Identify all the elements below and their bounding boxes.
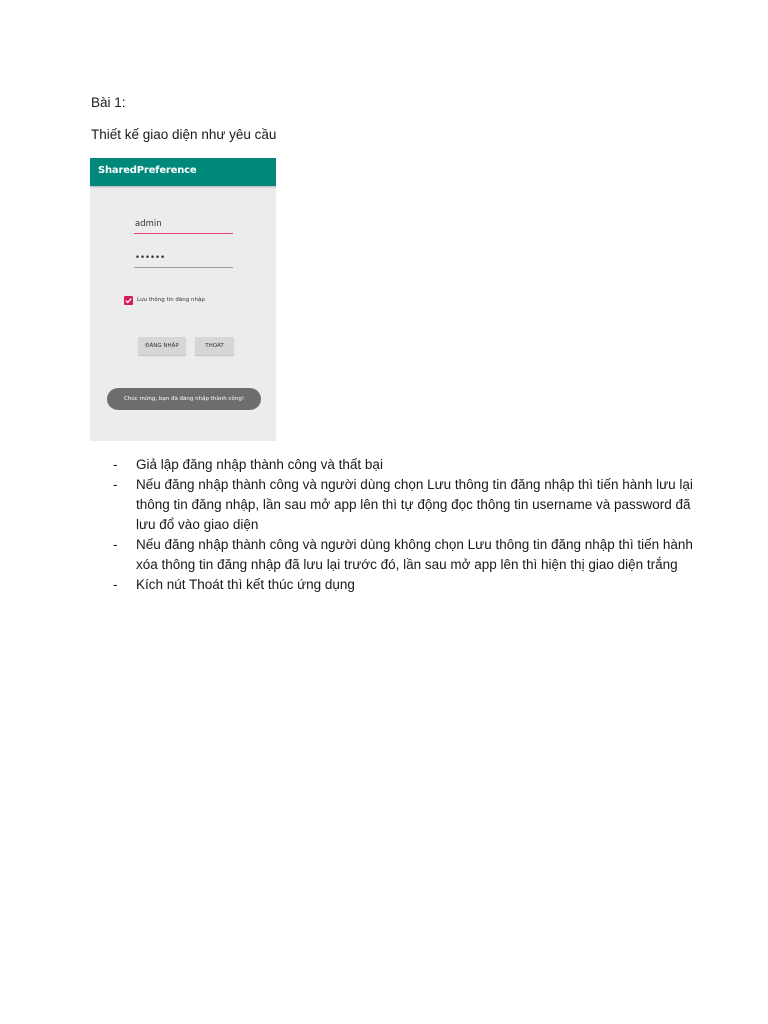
bullet-dash: - (113, 577, 118, 592)
app-screenshot (90, 158, 276, 441)
username-field[interactable] (134, 219, 233, 234)
list-item (113, 455, 713, 475)
bullet-dash: - (113, 477, 118, 492)
exercise-title: Bài 1: (91, 95, 126, 110)
exercise-subtitle: Thiết kế giao diện như yêu cầu (91, 127, 277, 142)
success-toast: Chúc mừng, bạn đã đăng nhập thành công! (107, 388, 261, 410)
list-item-text: Kích nút Thoát thì kết thúc ứng dụng (136, 577, 355, 592)
bullet-dash: - (113, 537, 118, 552)
remember-checkbox[interactable] (124, 296, 133, 305)
login-button[interactable]: ĐĂNG NHẬP (138, 337, 186, 355)
password-field[interactable] (134, 253, 233, 268)
remember-checkbox-label: Lưu thông tin đăng nhập (137, 297, 205, 303)
checkmark-icon (124, 296, 133, 305)
list-item-text: Giả lập đăng nhập thành công và thất bại (136, 457, 383, 472)
app-title: SharedPreference (98, 165, 197, 176)
bullet-dash: - (113, 457, 118, 472)
app-bar (90, 158, 276, 186)
requirements-list (113, 455, 713, 595)
list-item (113, 475, 713, 535)
username-value: admin (135, 219, 162, 229)
list-item (113, 535, 713, 575)
list-item-text: Nếu đăng nhập thành công và người dùng không chọn Lưu thông tin đăng nhập thì tiến hành xóa thông tin đăng nhập đã lưu lại trước đó, lần sau mở app lên thì hiện thị giao diện trắng (136, 537, 693, 572)
exit-button[interactable]: THOÁT (195, 337, 234, 355)
list-item-text: Nếu đăng nhập thành công và người dùng chọn Lưu thông tin đăng nhập thì tiến hành lưu lại thông tin đăng nhập, lần sau mở app lên thì tự động đọc thông tin username và password đã lưu đổ vào giao diện (136, 477, 693, 532)
list-item (113, 575, 713, 595)
password-value: •••••• (135, 253, 166, 263)
